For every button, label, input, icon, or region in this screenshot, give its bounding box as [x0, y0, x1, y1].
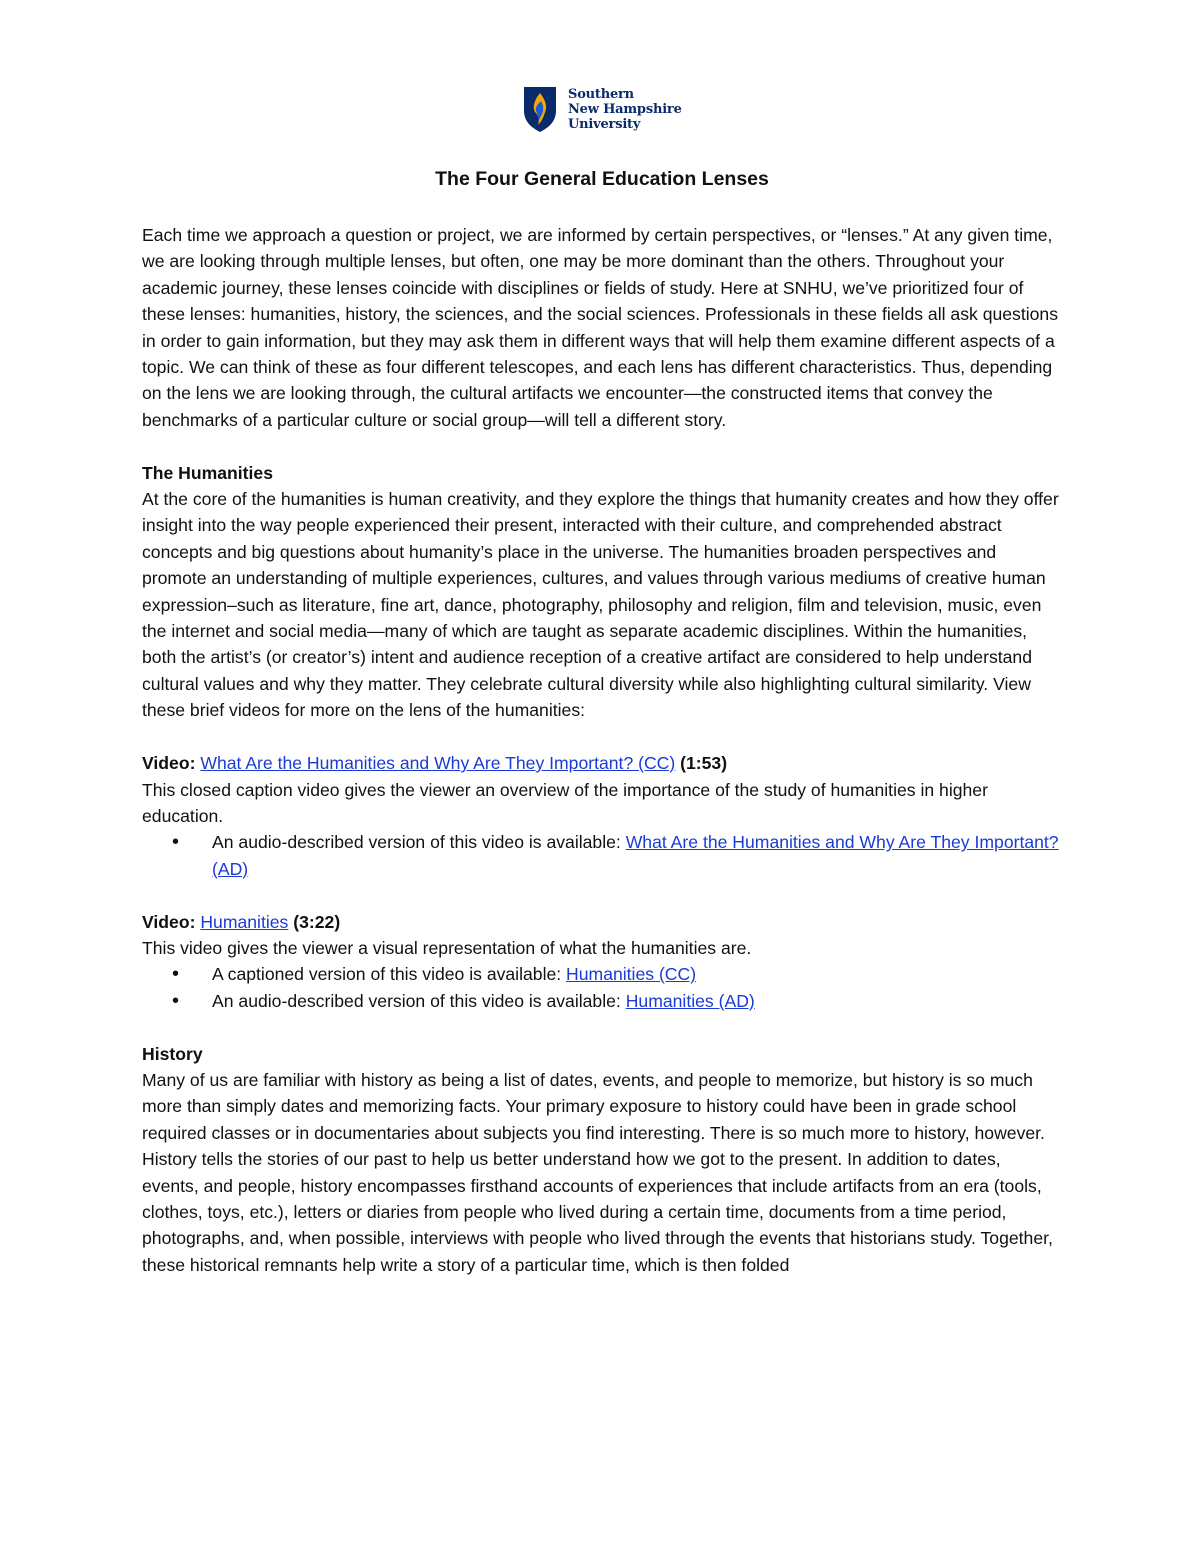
video-2-label: Video:: [142, 911, 196, 932]
flame-shield-icon: [522, 85, 558, 133]
video-2-cc-link[interactable]: Humanities (CC): [566, 964, 697, 985]
video-1-link[interactable]: What Are the Humanities and Why Are They Important? (CC): [200, 753, 676, 774]
video-1-ad-link[interactable]: What Are the Humanities and Why Are They Important? (AD): [212, 832, 1059, 879]
list-item: [142, 961, 1062, 987]
list-item: [142, 829, 1062, 882]
intro-paragraph: Each time we approach a question or project, we are informed by certain perspectives, or “lenses.” At any given time, we are looking through multiple lenses, but often, one may be more dominant than the others. Throughout your academic journey, these lenses coincide with disciplines or fields of study. Here at SNHU, we’ve prioritized four of these lenses: humanities, history, the sciences, and the social sciences. Professionals in these fields all ask questions in order to gain information, but they may ask them in different ways that will help them examine different aspects of a topic. We can think of these as four different telescopes, and each lens has different characteristics. Thus, depending on the lens we are looking through, the cultural artifacts we encounter—the constructed items that convey the benchmarks of a particular culture or social group—will tell a different story.: [142, 225, 1059, 430]
list-item: [142, 988, 1062, 1014]
video-2-bullets: [142, 961, 1062, 1014]
university-logo: [522, 84, 682, 134]
logo-line-3: University: [568, 116, 641, 132]
video-1-description: This closed caption video gives the viewer an overview of the importance of the study of humanities in higher education.: [142, 779, 988, 826]
page-title: The Four General Education Lenses: [435, 168, 769, 190]
bullet-text: An audio-described version of this video is available:: [212, 832, 621, 853]
video-2-duration: (3:22): [293, 911, 341, 932]
video-2-description: This video gives the viewer a visual representation of what the humanities are.: [142, 937, 752, 958]
video-1-bullets: [142, 829, 1062, 882]
history-heading: History: [142, 1043, 203, 1064]
bullet-text: An audio-described version of this video is available:: [212, 990, 621, 1011]
video-1-duration: (1:53): [680, 753, 728, 774]
video-1-line: [142, 750, 1062, 776]
humanities-paragraph: At the core of the humanities is human creativity, and they explore the things that humanity creates and how they offer insight into the way people experienced their present, interacted with their culture, and comprehended abstract concepts and big questions about humanity’s place in the universe. The humanities broaden perspectives and promote an understanding of multiple experiences, cultures, and values through various mediums of creative human expression–such as literature, fine art, dance, photography, philosophy and religion, film and television, music, even the internet and social media—many of which are taught as separate academic disciplines. Within the humanities, both the artist’s (or creator’s) intent and audience reception of a creative artifact are considered to help understand cultural values and why they matter. They celebrate cultural diversity while also highlighting cultural similarity. View these brief videos for more on the lens of the humanities:: [142, 489, 1059, 721]
document-body: [142, 164, 1062, 1278]
video-1-label: Video:: [142, 753, 196, 774]
logo-line-2: New Hampshire: [568, 101, 682, 117]
video-2-line: [142, 909, 1062, 935]
logo-line-1: Southern: [568, 86, 634, 102]
logo-wordmark: [568, 87, 682, 132]
bullet-text: A captioned version of this video is available:: [212, 964, 562, 985]
video-2-ad-link[interactable]: Humanities (AD): [625, 990, 755, 1011]
humanities-heading: The Humanities: [142, 462, 273, 483]
history-paragraph: Many of us are familiar with history as being a list of dates, events, and people to memorize, but history is so much more than simply dates and memorizing facts. Your primary exposure to history could have been in grade school required classes or in documentaries about subjects you find interesting. There is so much more to history, however. History tells the stories of our past to help us better understand how we got to the present. In addition to dates, events, and people, history encompasses firsthand accounts of experiences that include artifacts from an era (tools, clothes, toys, etc.), letters or diaries from people who lived during a certain time, documents from a time period, photographs, and, when possible, interviews with people who lived through the events that historians study. Together, these historical remnants help write a story of a particular time, which is then folded: [142, 1069, 1053, 1275]
video-2-link[interactable]: Humanities: [200, 911, 289, 932]
